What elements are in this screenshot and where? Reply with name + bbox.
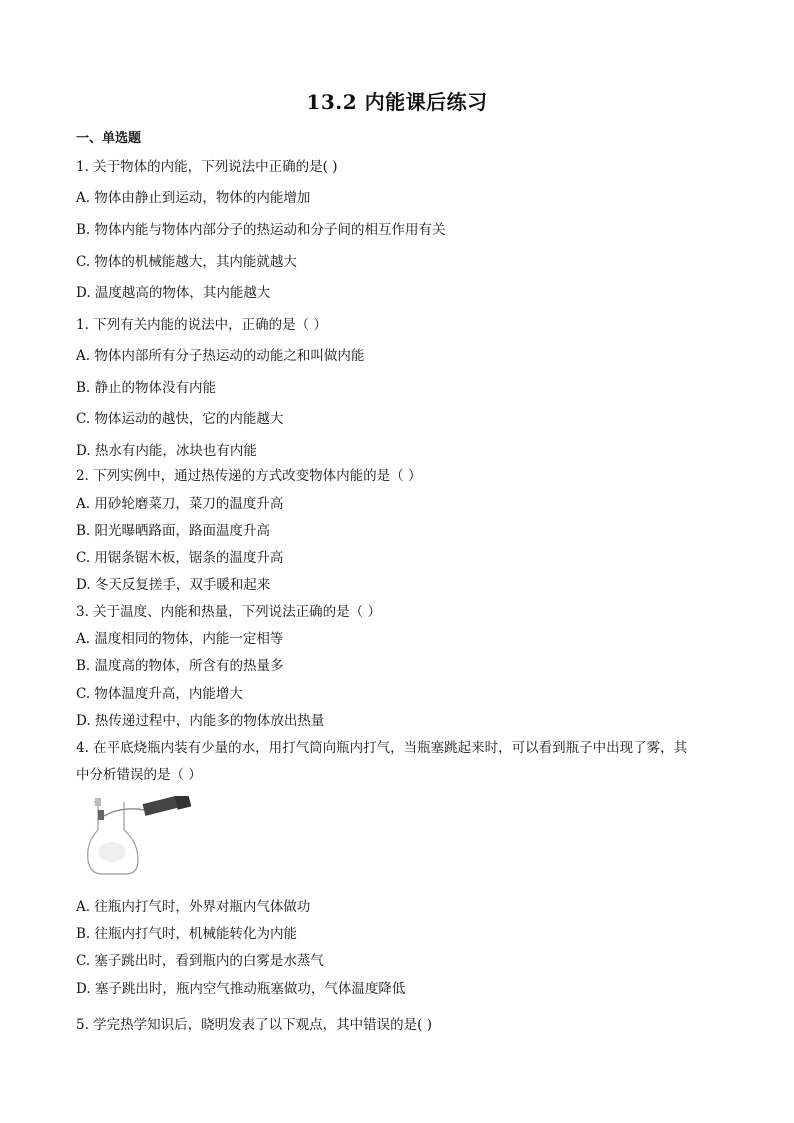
- option-a: A. 物体由静止到运动，物体的内能增加: [76, 190, 311, 206]
- option-b: B. 物体内能与物体内部分子的热运动和分子间的相互作用有关: [76, 222, 446, 238]
- section-heading: 一、单选题: [76, 131, 142, 146]
- option-b: B. 温度高的物体，所含有的热量多: [76, 658, 284, 674]
- question-stem: 5. 学完热学知识后，晓明发表了以下观点，其中错误的是( ): [76, 1017, 432, 1033]
- page-title: 13.2 内能课后练习: [306, 90, 488, 114]
- flask-pump-figure: [82, 796, 194, 878]
- question-stem: 3. 关于温度、内能和热量，下列说法正确的是（ ）: [76, 604, 381, 620]
- option-c: C. 用锯条锯木板，锯条的温度升高: [76, 550, 284, 566]
- option-d: D. 热水有内能，冰块也有内能: [76, 443, 257, 459]
- option-a: A. 往瓶内打气时，外界对瓶内气体做功: [76, 899, 311, 915]
- option-d: D. 塞子跳出时，瓶内空气推动瓶塞做功，气体温度降低: [76, 981, 406, 997]
- question-stem: 2. 下列实例中，通过热传递的方式改变物体内能的是（ ）: [76, 468, 422, 484]
- question-stem: 1. 关于物体的内能，下列说法中正确的是( ): [76, 159, 338, 175]
- question-stem-continued: 中分析错误的是（ ）: [76, 767, 202, 783]
- question-stem: 4. 在平底烧瓶内装有少量的水，用打气筒向瓶内打气，当瓶塞跳起来时，可以看到瓶子中出现了雾，其: [76, 740, 688, 756]
- question-stem: 1. 下列有关内能的说法中，正确的是（ ）: [76, 317, 327, 333]
- option-b: B. 静止的物体没有内能: [76, 380, 217, 396]
- option-b: B. 阳光曝晒路面，路面温度升高: [76, 523, 271, 539]
- option-c: C. 物体的机械能越大，其内能就越大: [76, 254, 297, 270]
- option-c: C. 物体温度升高，内能增大: [76, 686, 243, 702]
- option-a: A. 用砂轮磨菜刀，菜刀的温度升高: [76, 496, 284, 512]
- option-c: C. 物体运动的越快，它的内能越大: [76, 411, 284, 427]
- option-a: A. 物体内部所有分子热运动的动能之和叫做内能: [76, 348, 365, 364]
- option-b: B. 往瓶内打气时，机械能转化为内能: [76, 926, 298, 942]
- option-d: D. 冬天反复搓手，双手暖和起来: [76, 577, 271, 593]
- option-d: D. 温度越高的物体，其内能越大: [76, 285, 271, 301]
- option-a: A. 温度相同的物体，内能一定相等: [76, 631, 284, 647]
- option-c: C. 塞子跳出时，看到瓶内的白雾是水蒸气: [76, 953, 324, 969]
- option-d: D. 热传递过程中，内能多的物体放出热量: [76, 713, 325, 729]
